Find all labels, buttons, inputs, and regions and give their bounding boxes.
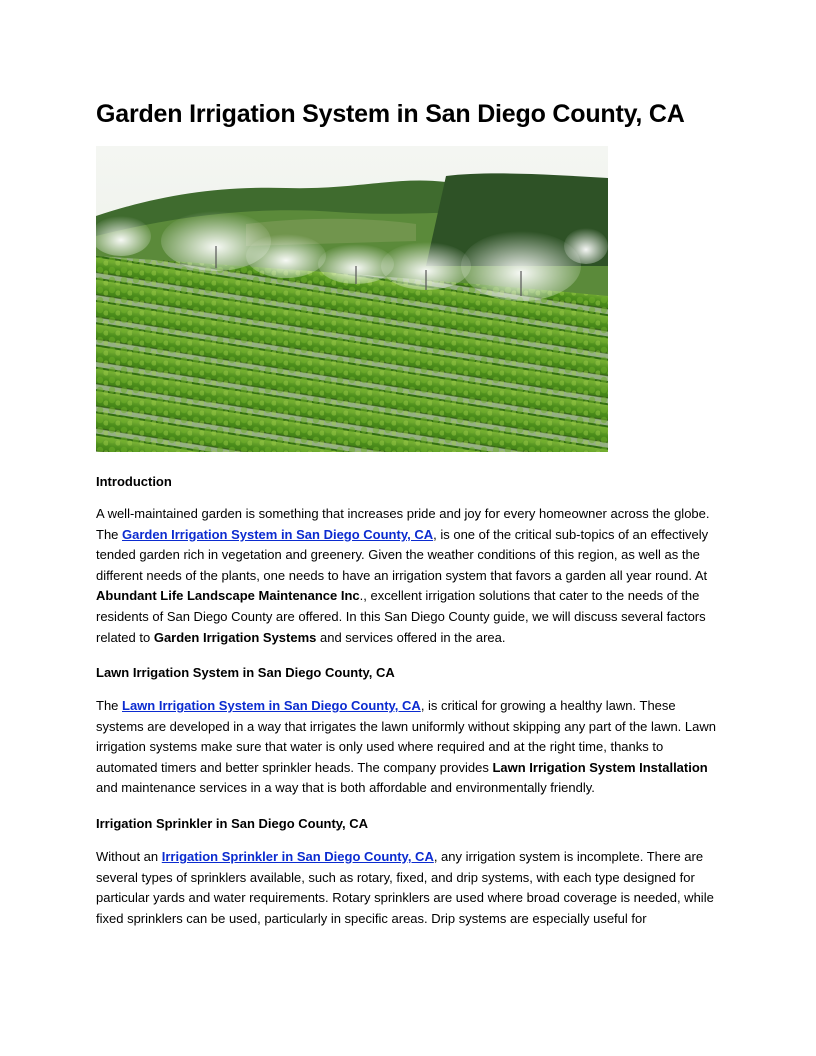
link-lawn-irrigation-system[interactable]: Lawn Irrigation System in San Diego County, CA [122, 698, 421, 713]
section-heading-introduction: Introduction [96, 474, 172, 489]
section-heading-lawn-irrigation: Lawn Irrigation System in San Diego County, CA [96, 665, 395, 680]
irrigated-lettuce-field-photo [96, 146, 608, 452]
text: and maintenance services in a way that is both affordable and environmentally friendly. [96, 780, 595, 796]
link-garden-irrigation-system[interactable]: Garden Irrigation System in San Diego County, CA [122, 526, 434, 542]
text: Without an [96, 849, 162, 864]
paragraph-lawn-irrigation [96, 696, 722, 799]
bold-company-name: Abundant Life Landscape Maintenance Inc [96, 588, 360, 604]
paragraph-irrigation-sprinkler [96, 847, 722, 929]
text: A well-maintained garden is something that increases pride and joy for every homeowner across the globe. The [96, 506, 710, 542]
bold-garden-irrigation-systems: Garden Irrigation Systems [153, 629, 317, 645]
text: and services offered in the area. [316, 629, 506, 645]
paragraph-introduction [96, 504, 722, 648]
section-heading-irrigation-sprinkler: Irrigation Sprinkler in San Diego County, CA [96, 816, 369, 831]
page-title: Garden Irrigation System in San Diego County, CA [96, 100, 685, 128]
text: , is one of the critical sub-topics of an effectively tended garden rich in vegetation and greenery. Given the weather conditions of this region, as well as the different needs of the plants, one needs to have an irrigation system that favors a garden all year round. At [96, 526, 709, 583]
bold-lawn-irrigation-installation: Lawn Irrigation System Installation [492, 759, 708, 775]
text: , any irrigation system is incomplete. There are several types of sprinklers available, such as rotary, fixed, and drip systems, with each type designed for particular yards and water requirements. Rotary sprinklers are used where broad coverage is needed, while fixed sprinklers can be used, particularly in specific areas. Drip systems are especially useful for [96, 849, 714, 926]
text: ., excellent irrigation solutions that cater to the needs of the residents of San Diego County are offered. In this San Diego County guide, we will discuss several factors related to [96, 588, 706, 645]
text: , is critical for growing a healthy lawn. These systems are developed in a way that irrigates the lawn uniformly without skipping any part of the lawn. Lawn irrigation systems make sure that water is only used where required and at the right time, thanks to automated timers and better sprinkler heads. The company provides [96, 698, 716, 775]
link-irrigation-sprinkler[interactable]: Irrigation Sprinkler in San Diego County, CA [161, 849, 434, 864]
text: The [96, 698, 123, 713]
